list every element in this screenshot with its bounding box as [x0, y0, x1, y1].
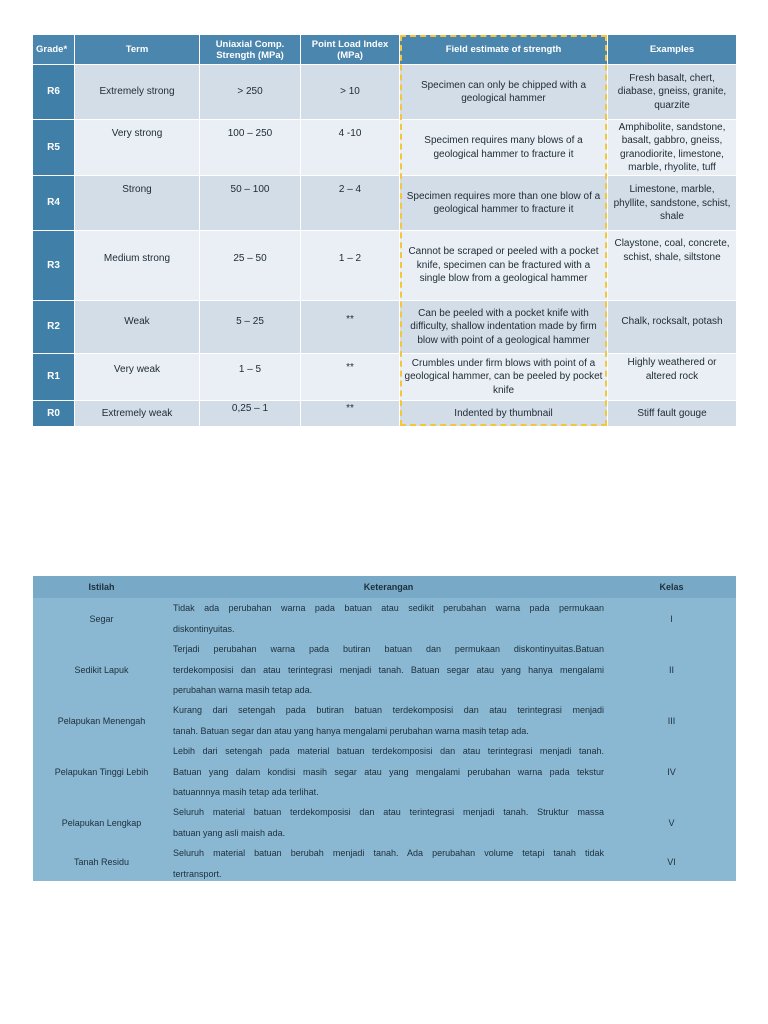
- point-load-cell: **: [301, 301, 400, 353]
- field-estimate-cell: Can be peeled with a pocket knife with difficulty, shallow indentation made by firm blow with point of a geological hammer: [400, 301, 608, 353]
- header-kelas: Kelas: [659, 582, 684, 592]
- ucs-cell: 25 – 50: [200, 231, 301, 300]
- keterangan-cell: [170, 802, 607, 843]
- field-estimate-cell: Crumbles under firm blows with point of a geological hammer, can be peeled by pocket knife: [400, 354, 608, 400]
- ucs-cell: 50 – 100: [200, 176, 301, 230]
- term-cell: Medium strong: [75, 231, 200, 300]
- table-row: [33, 843, 736, 881]
- term-cell: Very strong: [75, 120, 200, 175]
- field-estimate-cell: Specimen can only be chipped with a geological hammer: [400, 65, 608, 119]
- header-examples: Examples: [649, 44, 695, 55]
- keterangan-line: diskontinyuitas.: [173, 623, 235, 634]
- keterangan-cell: [170, 700, 607, 741]
- header-field-estimate: Field estimate of strength: [400, 35, 608, 64]
- ucs-cell: 0,25 – 1: [200, 401, 301, 426]
- examples-cell: Chalk, rocksalt, potash: [608, 301, 736, 353]
- point-load-cell: **: [301, 401, 400, 426]
- table-row: [33, 802, 736, 843]
- table-row: [33, 598, 736, 639]
- term-cell: Extremely weak: [75, 401, 200, 426]
- ucs-cell: > 250: [200, 65, 301, 119]
- keterangan-line: batuannnya masih tetap ada terlihat.: [173, 787, 319, 797]
- examples-cell: Claystone, coal, concrete, schist, shale, siltstone: [608, 231, 736, 300]
- table-row: [33, 175, 736, 230]
- examples-cell: Amphibolite, sandstone, basalt, gabbro, gneiss, granodiorite, limestone, marble, rhyolite, tuff: [608, 120, 736, 175]
- header-term: Term: [75, 35, 200, 64]
- examples-cell: Limestone, marble, phyllite, sandstone, schist, shale: [608, 176, 736, 230]
- ucs-cell: 100 – 250: [200, 120, 301, 175]
- table-row: [33, 64, 736, 119]
- table-row: [33, 353, 736, 400]
- term-cell: Very weak: [75, 354, 200, 400]
- keterangan-line: Kurang dari setengah pada butiran batuan terdekomposisi dan atau terintegrasi menjadi: [173, 705, 604, 715]
- keterangan-line: Seluruh material batuan berubah menjadi tanah. Ada perubahan volume tetapi tanah tidak: [173, 848, 604, 858]
- kelas-cell: II: [668, 664, 674, 675]
- point-load-cell: 2 – 4: [301, 176, 400, 230]
- keterangan-cell: [170, 598, 607, 639]
- istilah-cell: Pelapukan Lengkap: [61, 817, 142, 828]
- keterangan-line: terdekomposisi dan atau terintegrasi menjadi tanah. Batuan segar atau yang hanya mengalami: [173, 664, 604, 675]
- kelas-cell: III: [667, 715, 676, 726]
- table-header-row: [33, 576, 736, 598]
- table-row: [33, 119, 736, 175]
- kelas-cell: V: [668, 817, 675, 828]
- header-istilah: Istilah: [88, 582, 115, 592]
- kelas-cell: VI: [667, 857, 676, 867]
- grade-cell: R2: [33, 301, 75, 353]
- ucs-cell: 5 – 25: [200, 301, 301, 353]
- weathering-grade-table: [33, 576, 736, 881]
- ucs-cell: 1 – 5: [200, 354, 301, 400]
- keterangan-line: Batuan yang dalam kondisi masih segar atau yang mengalami perubahan warna pada tekstur: [173, 766, 604, 777]
- table-row: [33, 230, 736, 300]
- istilah-cell: Tanah Residu: [73, 857, 130, 867]
- grade-cell: R1: [33, 354, 75, 400]
- istilah-cell: Sedikit Lapuk: [74, 664, 129, 675]
- field-estimate-cell: Specimen requires many blows of a geological hammer to fracture it: [400, 120, 608, 175]
- point-load-cell: > 10: [301, 65, 400, 119]
- keterangan-cell: [170, 639, 607, 700]
- keterangan-line: Seluruh material batuan terdekomposisi dan atau terintegrasi menjadi tanah. Struktur massa: [173, 807, 604, 817]
- kelas-cell: I: [670, 613, 673, 624]
- keterangan-line: tertransport.: [173, 868, 222, 879]
- header-keterangan: Keterangan: [363, 581, 414, 592]
- term-cell: Strong: [75, 176, 200, 230]
- term-cell: Extremely strong: [75, 65, 200, 119]
- grade-cell: R5: [33, 120, 75, 175]
- keterangan-line: tanah. Batuan segar dan atau yang hanya mengalami perubahan warna masih tetap ada.: [173, 725, 529, 736]
- kelas-cell: IV: [667, 766, 676, 777]
- grade-cell: R3: [33, 231, 75, 300]
- keterangan-line: Tidak ada perubahan warna pada batuan atau sedikit perubahan warna pada permukaan: [173, 603, 604, 613]
- header-ucs: Uniaxial Comp. Strength (MPa): [200, 35, 301, 64]
- point-load-cell: 1 – 2: [301, 231, 400, 300]
- examples-cell: Fresh basalt, chert, diabase, gneiss, granite, quarzite: [608, 65, 736, 119]
- examples-cell: Stiff fault gouge: [608, 401, 736, 426]
- keterangan-line: batuan yang asli maish ada.: [173, 827, 286, 838]
- keterangan-line: perubahan warna masih tetap ada.: [173, 685, 313, 695]
- grade-cell: R0: [33, 401, 75, 426]
- point-load-cell: 4 -10: [301, 120, 400, 175]
- field-estimate-cell: Specimen requires more than one blow of a geological hammer to fracture it: [400, 176, 608, 230]
- istilah-cell: Segar: [89, 613, 114, 624]
- header-point-load: Point Load Index (MPa): [301, 35, 400, 64]
- keterangan-cell: [170, 741, 607, 802]
- table-row: [33, 300, 736, 353]
- istilah-cell: Pelapukan Tinggi Lebih: [54, 766, 149, 777]
- table-row: [33, 700, 736, 741]
- header-grade: Grade*: [33, 35, 75, 64]
- istilah-cell: Pelapukan Menengah: [57, 715, 146, 726]
- keterangan-line: Lebih dari setengah pada material batuan terdekomposisi dan atau terintegrasi menjadi tanah.: [173, 746, 604, 756]
- grade-cell: R4: [33, 176, 75, 230]
- table-row: [33, 400, 736, 426]
- keterangan-cell: [170, 843, 607, 881]
- field-estimate-cell: Indented by thumbnail: [400, 401, 608, 426]
- field-estimate-cell: Cannot be scraped or peeled with a pocket knife, specimen can be fractured with a single blow from a geological hammer: [400, 231, 608, 300]
- term-cell: Weak: [75, 301, 200, 353]
- table-row: [33, 639, 736, 700]
- examples-cell: Highly weathered or altered rock: [608, 354, 736, 400]
- rock-strength-table: [33, 35, 736, 426]
- point-load-cell: **: [301, 354, 400, 400]
- grade-cell: R6: [33, 65, 75, 119]
- table-row: [33, 741, 736, 802]
- table-header-row: [33, 35, 736, 64]
- keterangan-line: Terjadi perubahan warna pada butiran batuan dan permukaan diskontinyuitas.Batuan: [173, 644, 604, 654]
